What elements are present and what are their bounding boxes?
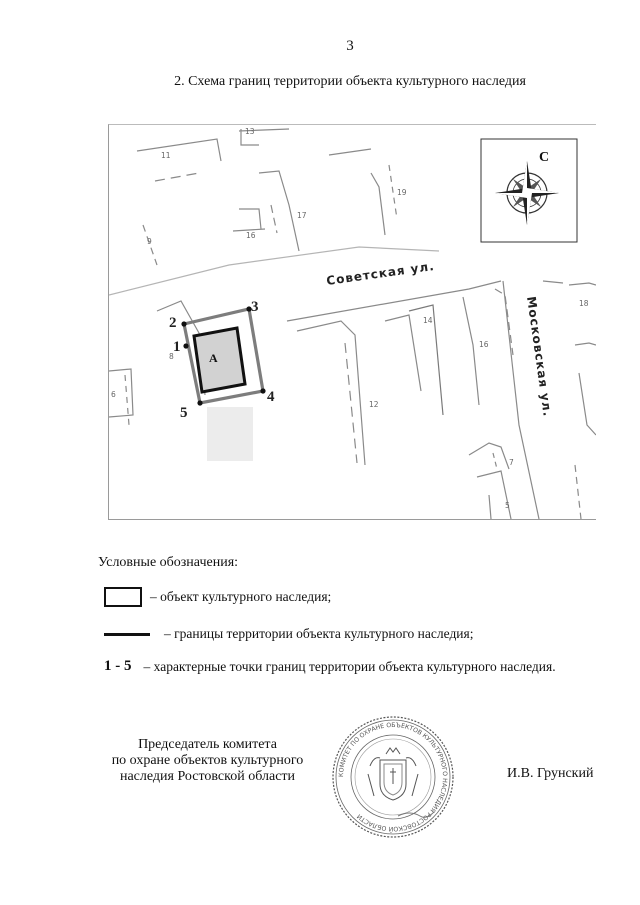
building-number: 18 [579,299,589,308]
building-number: 5 [505,501,510,510]
site-map [108,124,596,520]
legend-points-text: – характерные точки границ территории объекта культурного наследия. [143,658,556,674]
boundary-point-1 [183,343,188,348]
legend-points-symbol: 1 - 5 [104,658,132,674]
building-number: 16 [479,340,489,349]
signatory-position-line: Председатель комитета [138,737,277,752]
building-number: 17 [297,211,307,220]
building-number: 6 [111,390,116,399]
seal-graphic [328,712,458,842]
street-name-sovetskaya: Советская ул. [325,258,436,288]
point-label-5: 5 [180,405,188,421]
signatory-position [70,737,345,785]
compass-north-label: С [539,150,550,165]
legend-item-boundary [104,626,474,642]
building-number: 13 [245,127,255,136]
official-seal [328,712,458,847]
point-label-4: 4 [267,389,275,405]
legend-title: Условные обозначения: [98,555,239,570]
page-title: 2. Схема границ территории объекта культурного наследия [174,74,526,89]
point-label-1: 1 [173,339,181,355]
point-label-3: 3 [251,299,259,315]
seal-emblem [368,748,418,800]
building-number: 8 [169,352,174,361]
legend-object-symbol [104,587,142,607]
building-number: 9 [147,237,152,246]
building-number: 14 [423,316,433,325]
signatory-position-line: по охране объектов культурного [111,753,304,768]
heritage-object-label: А [209,351,218,365]
legend-boundary-symbol [104,633,150,636]
boundary-point-5 [197,400,202,405]
seal-text-path: КОМИТЕТ ПО ОХРАНЕ ОБЪЕКТОВ КУЛЬТУРНОГО НАСЛЕДИЯ РОСТОВСКОЙ ОБЛАСТИ [337,721,449,833]
signatory-position-line: наследия Ростовской области [119,769,296,784]
map-drawing [109,125,596,519]
page-number: 3 [346,38,354,54]
building-number: 12 [369,400,379,409]
boundary-point-4 [260,388,265,393]
boundary-point-2 [181,321,186,326]
signatory-name: И.В. Грунский [507,766,594,781]
legend-item-object [104,587,331,607]
building-number: 16 [246,231,256,240]
legend-boundary-text: – границы территории объекта культурного наследия; [164,626,474,641]
building-number: 11 [161,151,171,160]
compass-rose [481,139,577,242]
point-label-2: 2 [169,315,177,331]
building-number: 7 [509,458,514,467]
building-number: 19 [397,188,407,197]
heritage-object [194,328,245,392]
legend-item-points [104,658,556,675]
street-name-moskovskaya: Московская ул. [524,295,555,418]
ground-hatching [207,407,253,461]
legend-object-text: – объект культурного наследия; [150,589,332,604]
